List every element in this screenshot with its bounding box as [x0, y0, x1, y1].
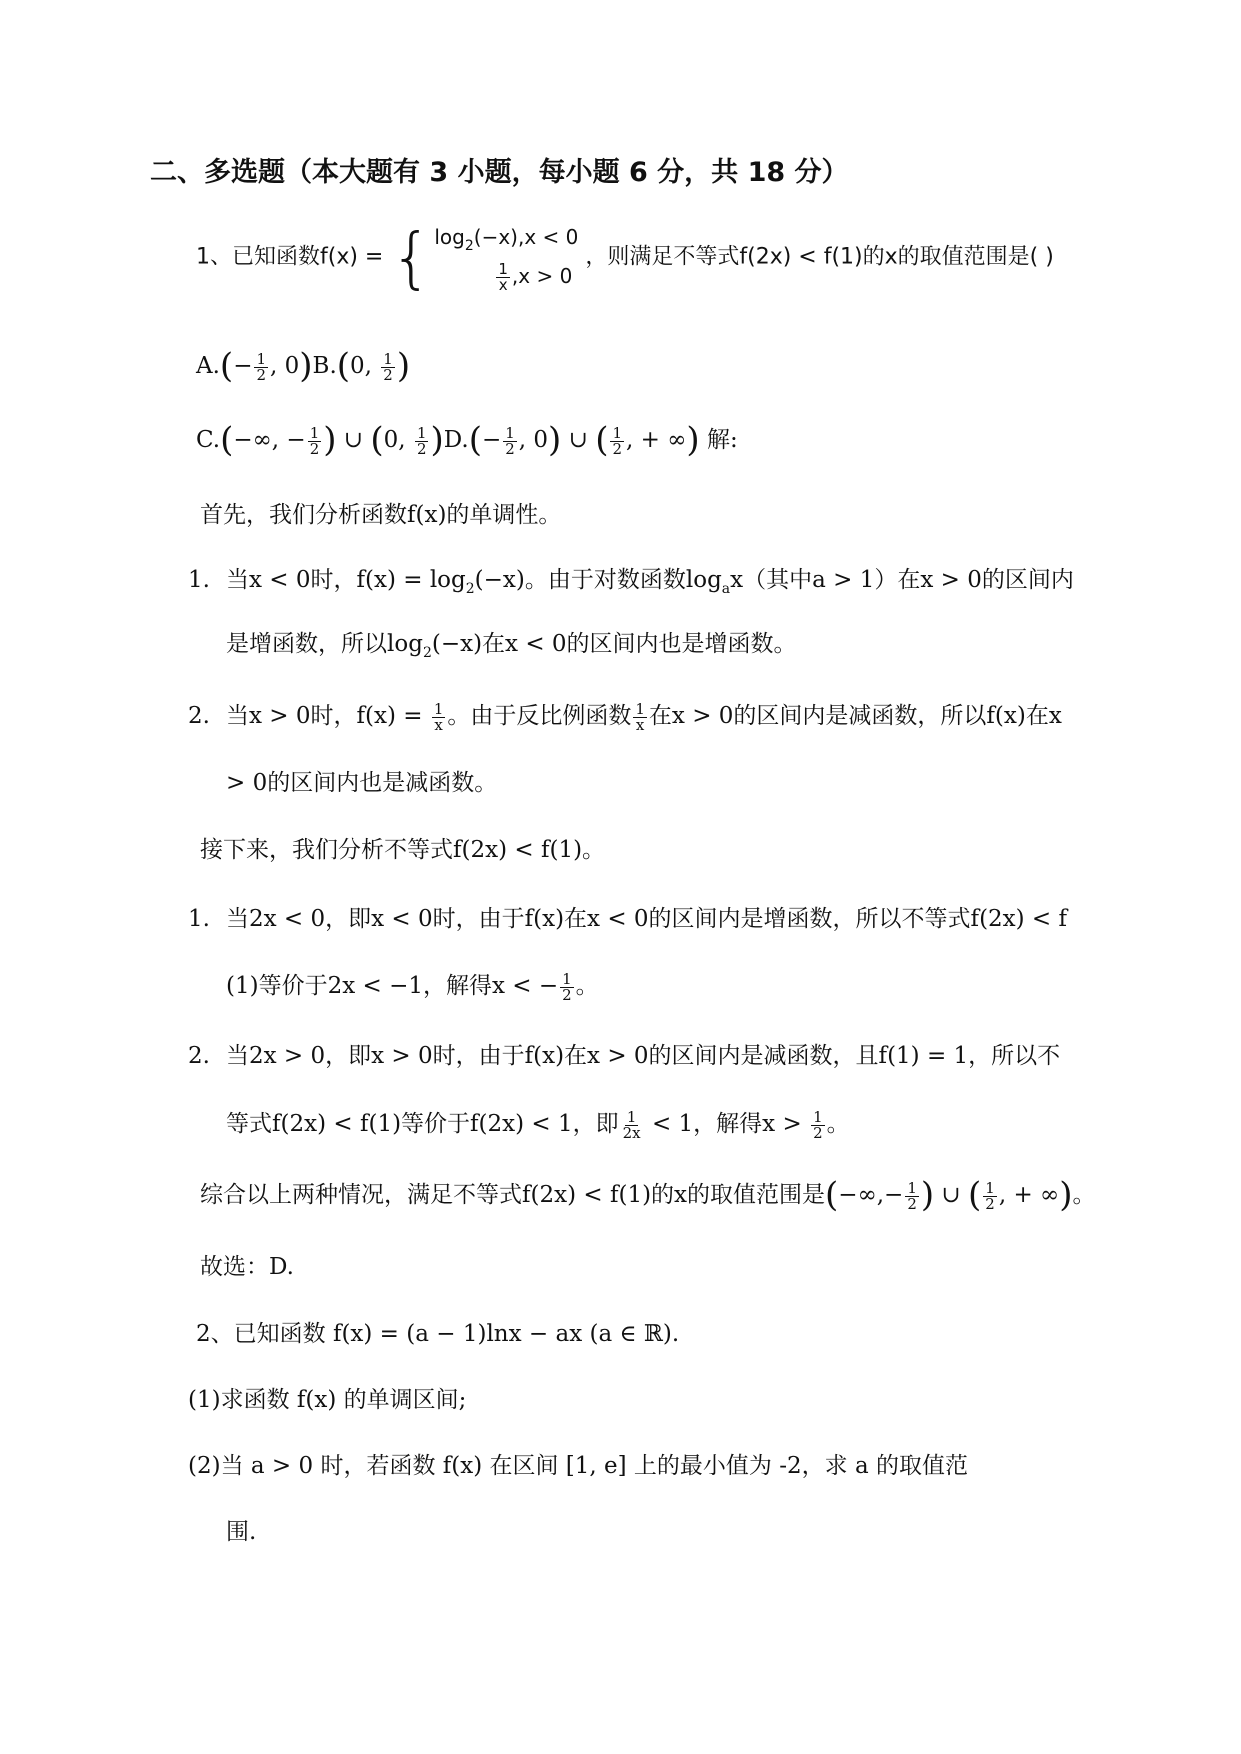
solution-intro: 首先，我们分析函数f(x)的单调性。 [200, 502, 562, 528]
section-title: 二、多选题（本大题有 3 小题，每小题 6 分，共 18 分） [150, 157, 849, 188]
mono-point-1-cont: 是增函数，所以$\log_2(-x)$在x < 0的区间内也是增函数。 [226, 631, 797, 661]
piecewise-function [390, 218, 579, 296]
mono-point-1: 1. 当x < 0时，$f(x) = \log_2(-x)$。由于对数函数$\log_ax$（其中a > 1）在x > 0的区间内 [188, 567, 1074, 597]
question-2-part-1: (1)求函数 f(x) 的单调区间; [188, 1387, 467, 1413]
case-1-line2: (1)等价于2x < −1，解得x < − $\frac{1}{2}$ 。 [226, 969, 599, 1004]
solution-label: 解: [699, 427, 738, 453]
cases [434, 222, 578, 293]
option-c: C.(−∞, − $\frac{1}{2}$ ) ∪ (0, $\frac{1}{2}$ ) [196, 420, 444, 460]
question-2-stem: 2、已知函数 f(x) = (a − 1)lnx − ax (a ∈ ℝ). [196, 1321, 680, 1347]
case-1-line1: 1. 当2x < 0，即x < 0时，由于f(x)在x < 0的区间内是增函数，所以不等式f(2x) < f [188, 906, 1068, 932]
case-2: $\frac{1}{x}$ ,x > 0 [498, 260, 573, 294]
inequality-intro: 接下来，我们分析不等式f(2x) < f(1)。 [200, 837, 606, 863]
case-1: $\log_2(-x),x < 0$ [434, 225, 579, 254]
q1-prefix: 1、已知函数f(x) = [196, 244, 384, 270]
case-2-line2: 等式f(2x) < f(1)等价于f(2x) < 1，即 $\frac{1}{2x}$ < 1，解得x > $\frac{1}{2}$ 。 [226, 1107, 850, 1142]
case-2-line1: 2. 当2x > 0，即x > 0时，由于f(x)在x > 0的区间内是减函数，且f(1) = 1，所以不 [188, 1043, 1061, 1069]
q1-suffix: ，则满足不等式f(2x) < f(1)的x的取值范围是( ) [585, 244, 1054, 270]
question-1 [196, 218, 1054, 296]
question-2-part-2-cont: 围. [226, 1519, 257, 1545]
left-brace: { [390, 218, 433, 296]
mono-point-2: 2. 当x > 0时，f(x) = $\frac{1}{x}$ 。由于反比例函数 $\frac{1}{x}$ 在x > 0的区间内是减函数，所以f(x)在x [188, 699, 1062, 734]
option-d: D.(− $\frac{1}{2}$ , 0) ∪ ( $\frac{1}{2}$ , + ∞) [443, 420, 700, 460]
options-cd [196, 420, 738, 460]
question-2-part-2: (2)当 a > 0 时，若函数 f(x) 在区间 [1, e] 上的最小值为 -2，求 a 的取值范 [188, 1453, 968, 1479]
option-b: B.(0, $\frac{1}{2}$ ) [312, 346, 411, 386]
mono-point-2-cont: > 0的区间内也是减函数。 [226, 770, 498, 796]
option-a: A.(− $\frac{1}{2}$ , 0) [196, 346, 313, 386]
answer: 故选：D. [200, 1254, 294, 1280]
summary: 综合以上两种情况，满足不等式f(2x) < f(1)的x的取值范围是(−∞,− $\frac{1}{2}$ ) ∪ ( $\frac{1}{2}$ , + ∞)。 [200, 1175, 1096, 1215]
options-ab [196, 346, 411, 386]
